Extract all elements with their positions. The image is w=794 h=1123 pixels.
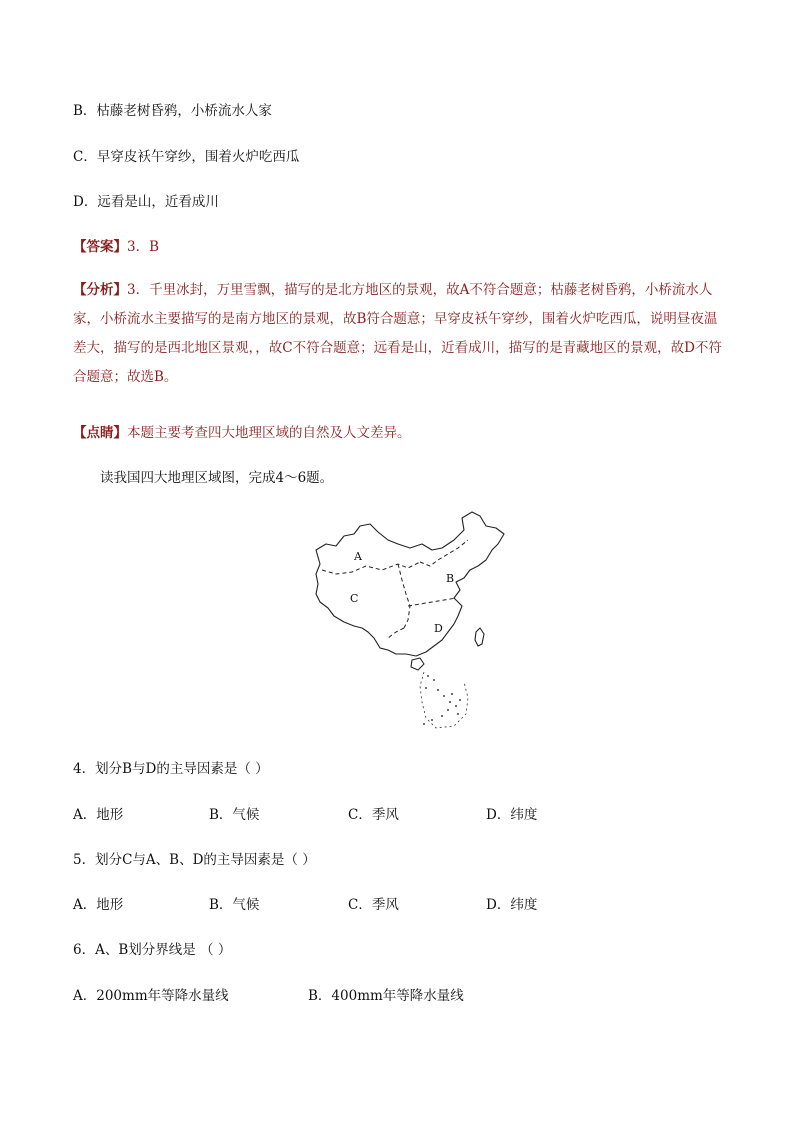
q5-option-d: D．纬度 xyxy=(486,897,538,913)
taiwan-island xyxy=(475,628,484,646)
boundary-c-d xyxy=(388,628,404,638)
q5-option-b: B．气候 xyxy=(209,897,260,913)
option-b-prev-question: B．枯藤老树昏鸦，小桥流水人家 xyxy=(73,103,272,119)
answer-tag: 【答案】 xyxy=(73,239,127,255)
south-china-sea-islands xyxy=(423,675,461,725)
analysis-text: 3．千里冰封，万里雪飘，描写的是北方地区的景观，故A不符合题意；枯藤老树昏鸦，小桥流水人家，小桥流水主要描写的是南方地区的景观，故B符合题意；早穿皮袄午穿纱，围着火炉吃西瓜，说明昼夜温差大，描写的是西北地区景观，，故C不符合题意；远看是山，近看成川，描写的是青藏地区的景观，故D不符合题意；故选B。 xyxy=(73,282,722,385)
question-6-stem: 6．A、B划分界线是 （ ） xyxy=(73,942,232,958)
boundary-a-c xyxy=(322,562,420,574)
boundary-b-d xyxy=(408,598,456,606)
hainan-island xyxy=(411,658,424,670)
q6-option-b: B．400mm年等降水量线 xyxy=(308,988,464,1004)
region-label-d: D xyxy=(434,622,443,635)
boundary-a-b xyxy=(420,540,468,566)
answer-text: 3．B xyxy=(127,239,160,255)
region-label-b: B xyxy=(446,572,455,585)
q5-option-c: C．季风 xyxy=(348,897,399,913)
reading-intro: 读我国四大地理区域图，完成4～6题。 xyxy=(100,470,334,486)
comment-line xyxy=(73,424,411,442)
comment-text: 本题主要考查四大地理区域的自然及人文差异。 xyxy=(127,425,411,441)
analysis-tag: 【分析】 xyxy=(73,282,127,298)
q4-option-c: C．季风 xyxy=(348,807,399,823)
comment-tag: 【点睛】 xyxy=(73,425,127,441)
q5-option-a: A．地形 xyxy=(73,897,124,913)
q4-option-a: A．地形 xyxy=(73,807,124,823)
q4-option-b: B．气候 xyxy=(209,807,260,823)
question-5-stem: 5．划分C与A、B、D的主导因素是（ ） xyxy=(73,852,316,868)
region-label-c: C xyxy=(350,592,359,605)
option-c-prev-question: C．早穿皮袄午穿纱，围着火炉吃西瓜 xyxy=(73,149,300,165)
option-d-prev-question: D．远看是山，近看成川 xyxy=(73,194,219,210)
boundary-c-east xyxy=(398,564,410,628)
q4-option-d: D．纬度 xyxy=(486,807,538,823)
answer-line xyxy=(73,238,159,256)
china-four-regions-map xyxy=(308,504,512,734)
q6-option-a: A．200mm年等降水量线 xyxy=(73,988,229,1004)
analysis-paragraph xyxy=(73,276,728,392)
region-label-a: A xyxy=(354,550,362,563)
question-4-stem: 4．划分B与D的主导因素是（ ） xyxy=(73,761,269,777)
